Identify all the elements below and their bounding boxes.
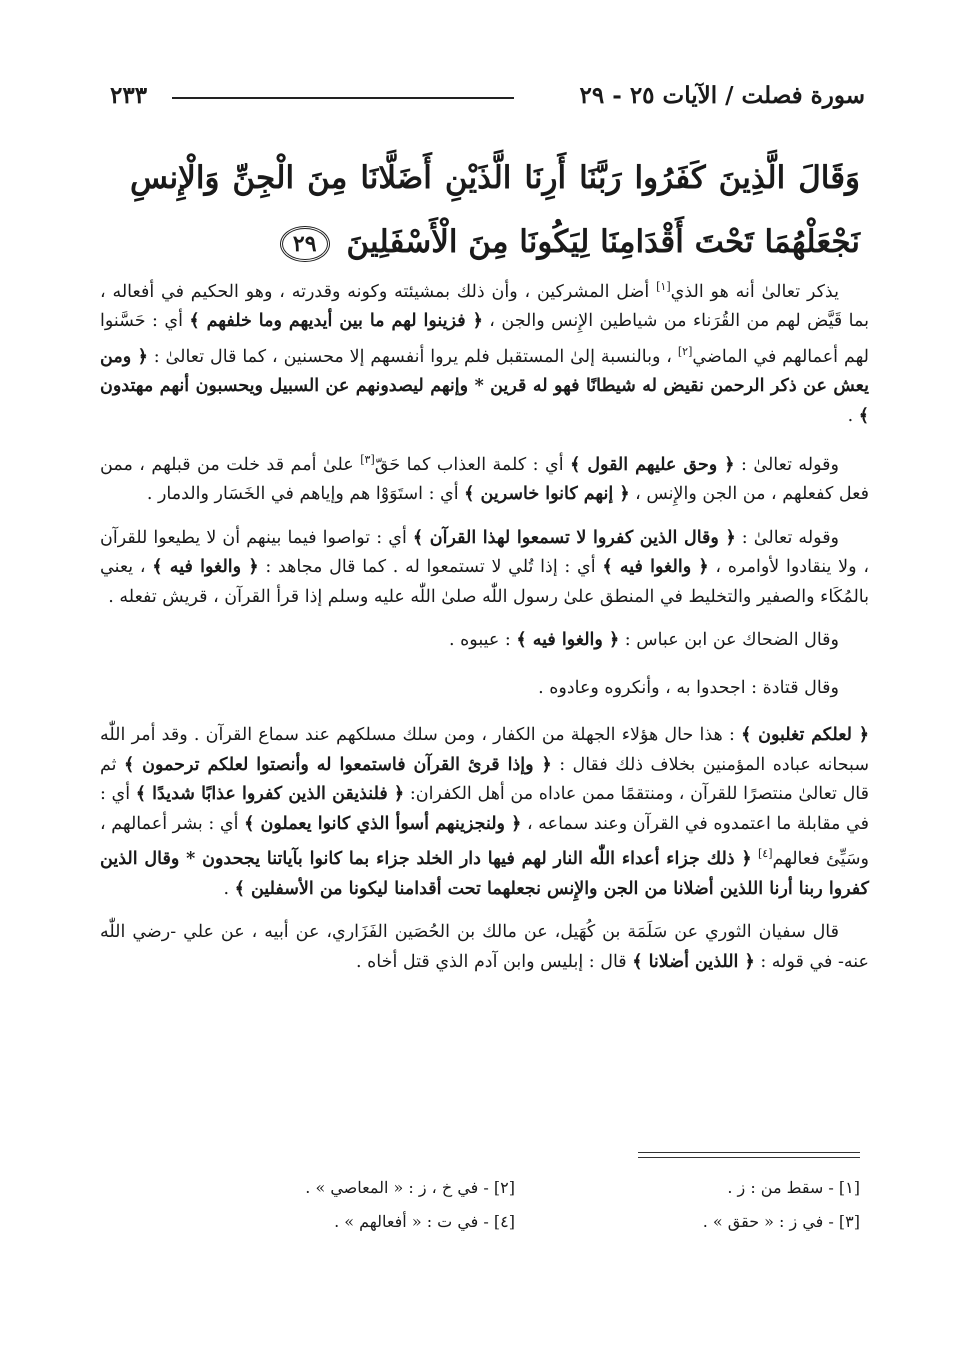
commentary-body (100, 272, 869, 991)
paragraph-text: أضل المشركين ، وأن ذلك بمشيئته وكونه وقدرته ، وهو الحكيم في أفعاله ، بما قَيَّض لهم من القُرَناء من شياطين الإِنس والجن ، (100, 281, 869, 332)
paragraph-text: : هذا حال هؤلاء الجهلة من الكفار ، ومن سلك مسلكهم عند سماع القرآن . وقد أمر اللّٰه سبحانه عباده المؤمنين بخلاف ذلك فقال : (100, 725, 869, 775)
paragraph-text: أي : كلمة العذاب كما حَقّ (374, 454, 571, 475)
footnote-text: - في ت : « أفعالهم » . (334, 1212, 489, 1231)
footnote-rule (638, 1152, 860, 1153)
running-title: سورة فصلت / الآيات ٢٥ - ٢٩ (579, 82, 865, 109)
paragraph-text: . (223, 878, 235, 899)
quran-quote: ﴿ اللذين أضلانا ﴾ (632, 951, 755, 972)
header-rule (172, 97, 514, 99)
footnote-reference: [٣] (360, 453, 375, 467)
page-number: ٢٣٣ (110, 82, 148, 109)
commentary-paragraph (100, 918, 869, 977)
commentary-paragraph (100, 674, 869, 704)
quran-quote: ﴿ وحق عليهم القول ﴾ (570, 454, 735, 475)
quran-quote: ﴿ ومن يعش عن ذكر الرحمن نقيض له شيطانًا فهو له قرين * وإنهم ليصدونهم عن السبيل ويحسبون أنهم مهتدون ﴾ (100, 346, 869, 426)
quran-quote: ﴿ ذلك جزاء أعداء اللّٰه النار لهم فيها دار الخلد جزاء بما كانوا بآياتنا يجحدون * وقال الذين كفروا ربنا أرنا اللذين أضلانا من الجن والإِنس نجعلهما تحت أقدامنا ليكونا من الأسفلين ﴾ (100, 849, 869, 899)
commentary-paragraph (100, 721, 869, 904)
verse-number-marker: ٢٩ (280, 226, 330, 262)
footnote-reference: [٤] (758, 847, 773, 861)
paragraph-text: : عيبوه . (449, 630, 517, 651)
footnote-2 (170, 1178, 515, 1212)
paragraph-text: وقوله تعالىٰ : (734, 454, 839, 475)
paragraph-text: قال سفيان الثوري عن سَلَمَة بن كُهَيل، عن مالك بن الحُصَين الفَزَاري، عن أبيه ، عن علي -رضي اللّٰه عنه- في قوله : (100, 922, 869, 972)
footnote-1 (515, 1178, 860, 1212)
footnote-mark: [٣] (838, 1212, 860, 1231)
footnote-text: - في خ ، ز : « المعاصي » . (305, 1178, 489, 1197)
quran-quote: ﴿ إنهم كانوا خاسرين ﴾ (464, 484, 630, 505)
footnote-mark: [٢] (493, 1178, 515, 1197)
paragraph-text: أي : بشر أعمالهم ، وسَيِّئ فعالهم (100, 813, 869, 870)
paragraph-text: أي : استَوَوْا هم وإياهم في الخَسَار والدمار . (146, 484, 465, 505)
footnote-4 (170, 1212, 515, 1246)
paragraph-text: ثم قال تعالىٰ منتصرًا للقرآن ، ومنتقمًا ممن عاداه من أهل الكفران: (100, 754, 869, 805)
footnote-text: - سقط من : ز . (727, 1178, 834, 1197)
commentary-paragraph (100, 272, 869, 431)
quran-quote: ﴿ ولنجزينهم أسوأ الذي كانوا يعملون ﴾ (244, 813, 522, 834)
page-header (110, 82, 865, 116)
quran-quote: ﴿ فلنذيقن الذين كفروا عذابًا شديدًا ﴾ (135, 784, 405, 805)
paragraph-text: أي : حَسَّنوا لهم أعمالهم في الماضي (100, 311, 869, 367)
footnote-text: - في ز : « حقق » . (702, 1212, 834, 1231)
footnote-reference: [١] (656, 280, 671, 293)
quran-quote: ﴿ والغوا فيه ﴾ (516, 630, 620, 651)
paragraph-text: يذكر تعالىٰ أنه هو الذي (670, 281, 839, 302)
quran-quote: ﴿ لعلكم تغلبون ﴾ (741, 725, 869, 746)
paragraph-text: أي : تواصوا فيما بينهم أن لا يطيعوا للقرآن ، ولا ينقادوا لأوامره ، (100, 527, 869, 578)
paragraph-text: أي : إذا تُلي لا تستمعوا له . كما قال مجاهد : (258, 557, 603, 578)
footnote-rule-secondary (638, 1157, 860, 1158)
footnote-mark: [١] (838, 1178, 860, 1197)
footnote-3 (515, 1212, 860, 1246)
quran-quote: ﴿ وقال الذين كفروا لا تسمعوا لهذا القرآن ﴾ (412, 527, 736, 548)
quran-quote: ﴿ فزينوا لهم ما بين أيديهم وما خلفهم ﴾ (189, 311, 483, 332)
quran-verse (130, 146, 860, 274)
paragraph-text: وقال الضحاك عن ابن عباس : (619, 630, 839, 651)
commentary-paragraph (100, 445, 869, 510)
paragraph-text: ، وبالنسبة إلىٰ المستقبل فلم يروا أنفسهم إلا محسنين ، كما قال تعالىٰ : (147, 346, 678, 367)
paragraph-text: ، يعني بالمُكَاء والصفير والتخليط في المنطق علىٰ رسول اللّٰه صلىٰ اللّٰه عليه وسلم إذا قرأ القرآن ، قريش تفعله . (100, 557, 869, 607)
quran-quote: ﴿ والغوا فيه ﴾ (602, 557, 709, 578)
paragraph-text: وقال قتادة : اجحدوا به ، وأنكروه وعادوه . (538, 677, 839, 698)
footnotes (170, 1178, 860, 1246)
commentary-paragraph (100, 524, 869, 613)
commentary-paragraph (100, 626, 869, 656)
paragraph-text: وقوله تعالىٰ : (735, 527, 840, 548)
paragraph-text: علىٰ أمم قد خلت من قبلهم ، ممن فعل كفعلهم ، من الجن والإِنس ، (100, 454, 869, 505)
verse-text: وَقَالَ الَّذِينَ كَفَرُوا رَبَّنَا أَرِنَا الَّذَيْنِ أَضَلَّانَا مِنَ الْجِنِّ وَالْإِنسِ نَجْعَلْهُمَا تَحْتَ أَقْدَامِنَا لِيَكُونَا مِنَ الْأَسْفَلِينَ (130, 160, 860, 260)
footnote-row (170, 1178, 860, 1212)
footnote-mark: [٤] (493, 1212, 515, 1231)
paragraph-text: . (847, 405, 859, 426)
paragraph-text: أي : في مقابلة ما اعتمدوه في القرآن وعند سماعه ، (100, 784, 869, 834)
quran-quote: ﴿ وإذا قرئ القرآن فاستمعوا له وأنصتوا لعلكم ترحمون ﴾ (123, 754, 552, 775)
paragraph-text: قال : إبليس وابن آدم الذي قتل أخاه . (356, 951, 633, 972)
footnote-reference: [٢] (677, 344, 693, 358)
quran-quote: ﴿ والغوا فيه ﴾ (152, 557, 259, 578)
footnote-row (170, 1212, 860, 1246)
